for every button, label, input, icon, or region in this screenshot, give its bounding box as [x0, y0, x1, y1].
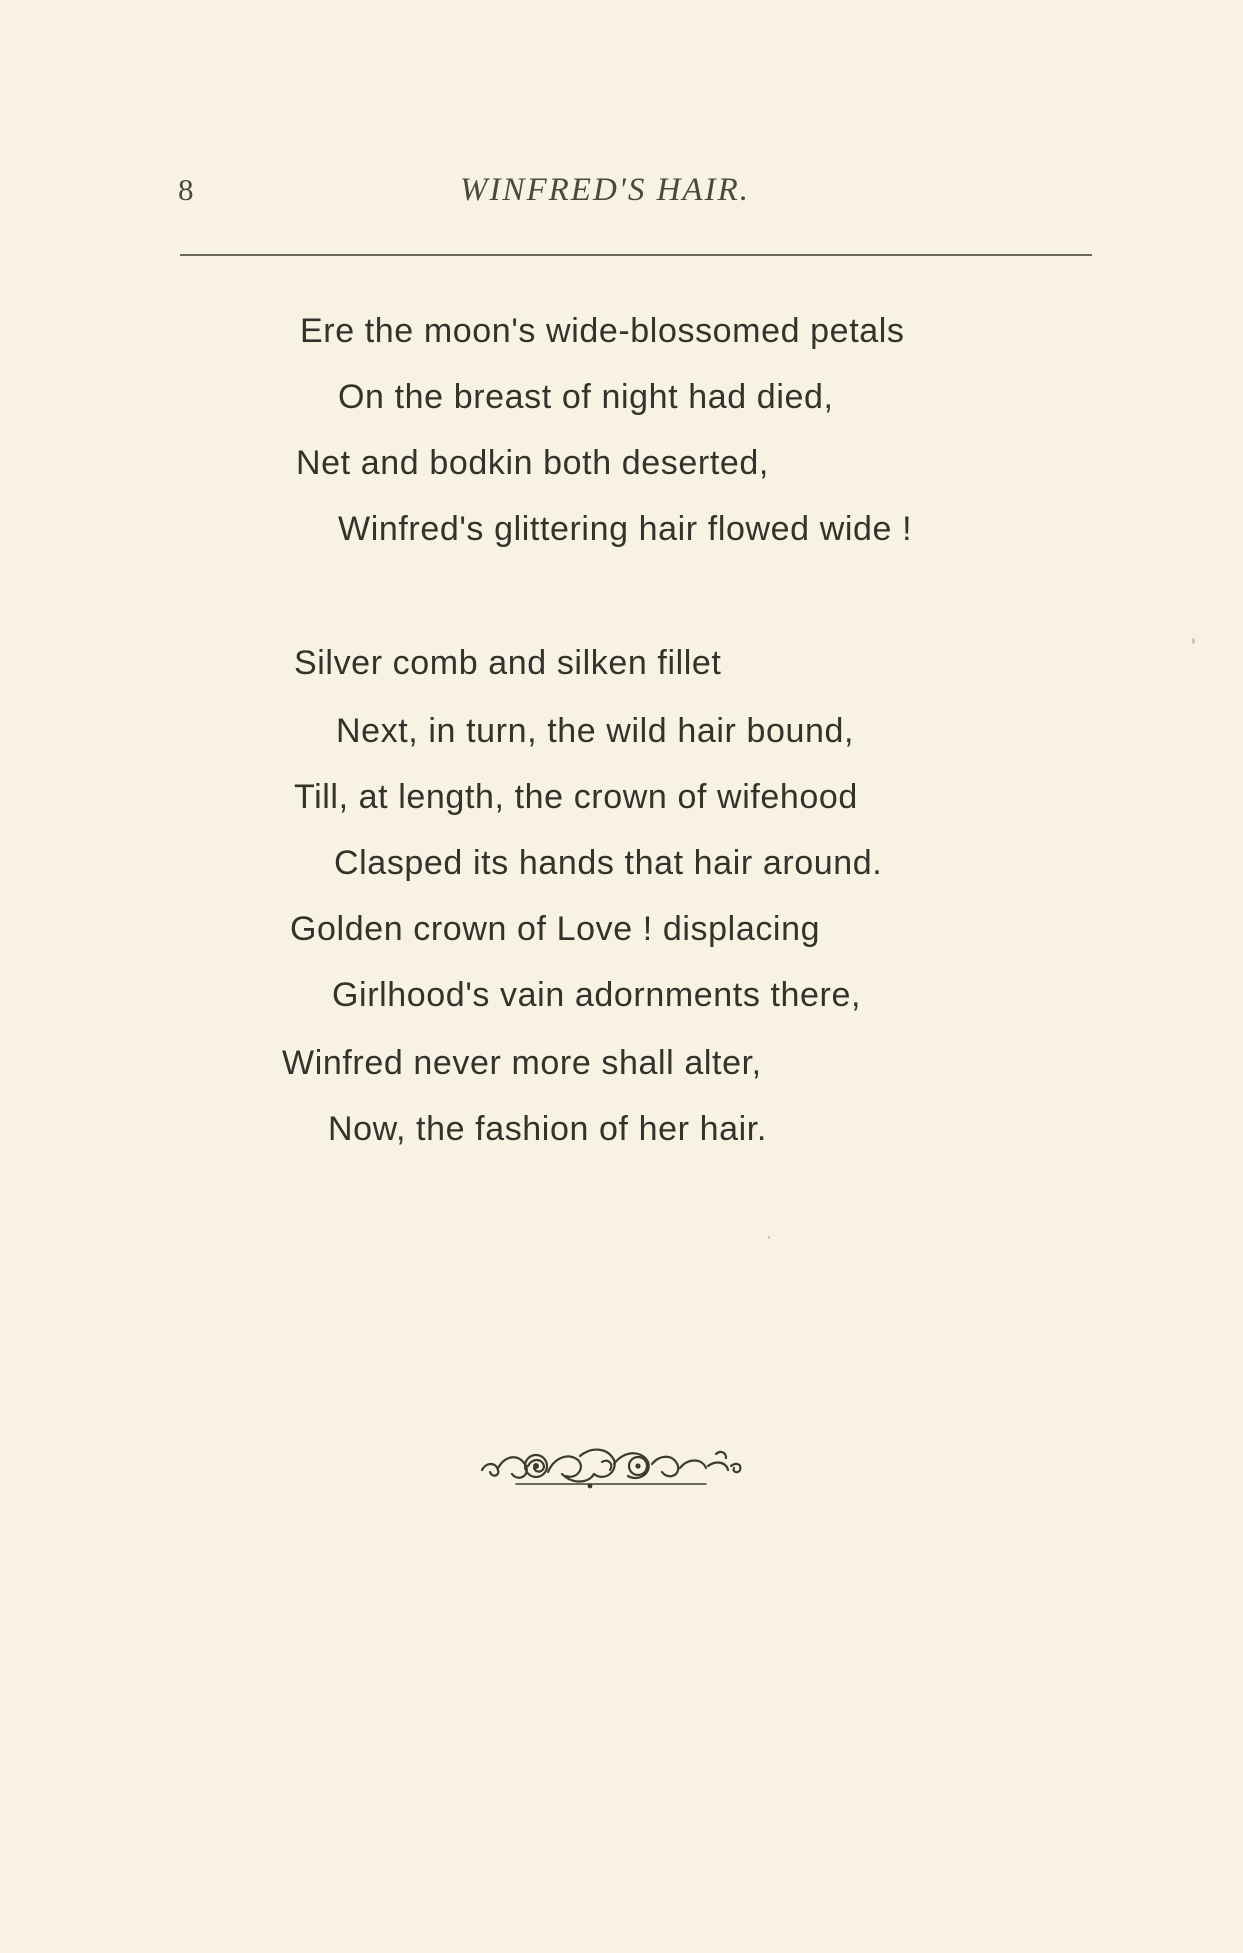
poem-line: Girlhood's vain adornments there, [332, 976, 862, 1014]
poem-line: Ere the moon's wide-blossomed petals [300, 312, 905, 350]
poem-line: Net and bodkin both deserted, [296, 444, 769, 482]
page-number: 8 [178, 172, 194, 207]
poem-line: Winfred never more shall alter, [282, 1044, 762, 1082]
poem-line: Clasped its hands that hair around. [334, 844, 883, 882]
poem-line: Golden crown of Love ! displacing [290, 910, 821, 948]
paper-speck [768, 1236, 770, 1239]
poem-line: Now, the fashion of her hair. [328, 1110, 767, 1148]
paper-speck [1192, 638, 1195, 644]
poem-line: Till, at length, the crown of wifehood [294, 778, 858, 816]
running-title: WINFRED'S HAIR. [460, 172, 750, 208]
poem-line: Silver comb and silken fillet [294, 644, 722, 682]
poem-line: On the breast of night had died, [338, 378, 834, 416]
poem-line: Next, in turn, the wild hair bound, [336, 712, 855, 750]
floral-tailpiece-icon [476, 1444, 746, 1492]
poem-line: Winfred's glittering hair flowed wide ! [338, 510, 913, 548]
